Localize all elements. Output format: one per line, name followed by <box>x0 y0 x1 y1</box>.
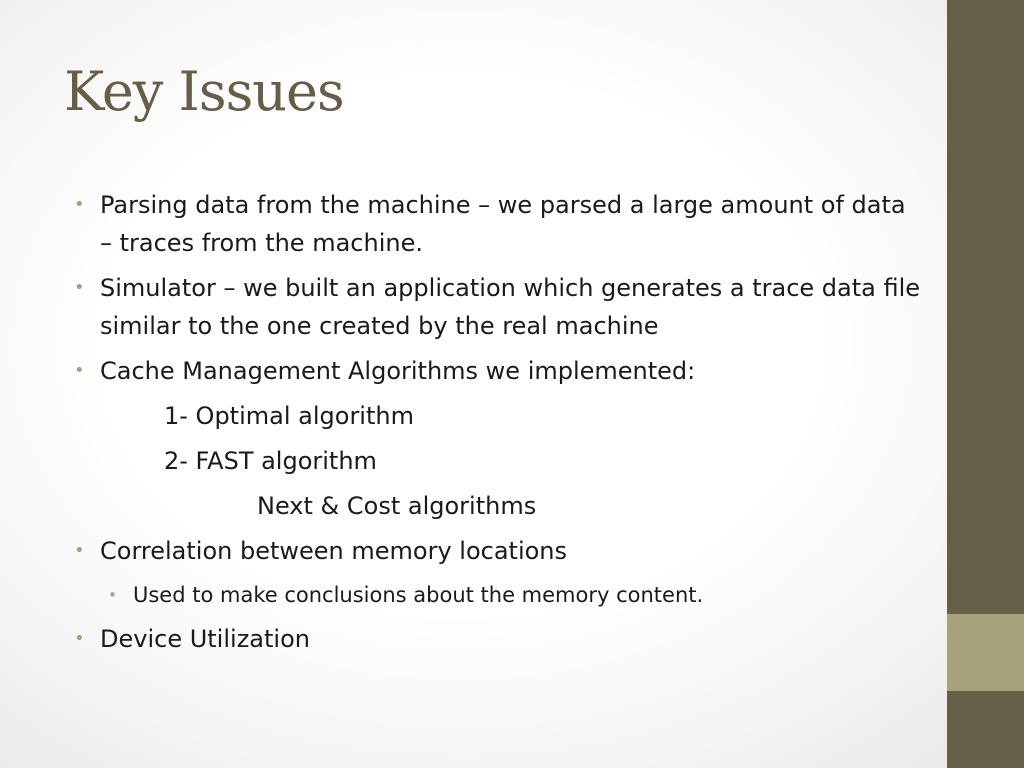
bullet-item-parsing <box>72 186 922 262</box>
algorithm-text: Next & Cost algorithms <box>257 492 537 520</box>
algorithm-text: 2- FAST algorithm <box>164 447 377 475</box>
bullet-item-cache-algorithms <box>72 352 922 390</box>
bullet-item-device-utilization <box>72 620 922 658</box>
bullet-icon: • <box>74 360 85 381</box>
slide-body <box>72 186 922 665</box>
sub-bullet-item-conclusions <box>72 577 922 613</box>
bullet-item-correlation <box>72 532 922 570</box>
bullet-icon: • <box>74 628 85 649</box>
algorithm-line-next-cost <box>72 487 922 525</box>
slide-title: Key Issues <box>64 60 344 123</box>
bullet-text: Simulator – we built an application which generates a trace data file similar to the one created by the real machine <box>100 274 921 340</box>
bullet-text: Cache Management Algorithms we implemented: <box>100 357 696 385</box>
bullet-icon: • <box>74 540 85 561</box>
algorithm-line-fast <box>72 442 922 480</box>
bullet-text: Device Utilization <box>100 625 310 653</box>
bullet-item-simulator <box>72 269 922 345</box>
bullet-icon: • <box>74 194 85 215</box>
algorithm-line-optimal <box>72 397 922 435</box>
algorithm-text: 1- Optimal algorithm <box>164 402 414 430</box>
bullet-text: Parsing data from the machine – we parsed a large amount of data – traces from the machine. <box>100 191 906 257</box>
sidebar-accent-block <box>947 614 1024 691</box>
bullet-icon: • <box>74 277 85 298</box>
bullet-icon: • <box>108 586 117 604</box>
sub-bullet-text: Used to make conclusions about the memory content. <box>133 583 704 607</box>
bullet-text: Correlation between memory locations <box>100 537 568 565</box>
